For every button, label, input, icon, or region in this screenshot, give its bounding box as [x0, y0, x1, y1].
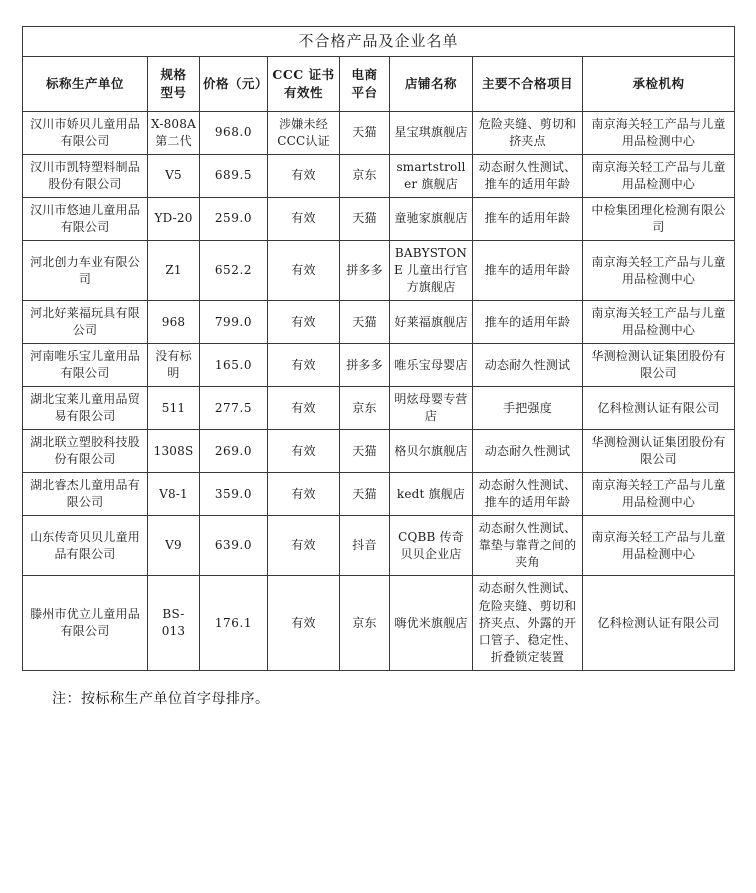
cell-maker: 河北创力车业有限公司 — [23, 240, 148, 300]
column-header-model — [148, 57, 200, 112]
cell-platform: 京东 — [340, 576, 390, 670]
cell-model: V5 — [148, 154, 200, 197]
table-title-row — [23, 27, 735, 57]
cell-price: 639.0 — [200, 516, 268, 576]
table-row — [23, 154, 735, 197]
cell-lab: 南京海关轻工产品与儿童用品检测中心 — [583, 301, 735, 344]
cell-price: 277.5 — [200, 387, 268, 430]
cell-shop: 明炫母婴专营店 — [390, 387, 473, 430]
cell-platform: 天猫 — [340, 197, 390, 240]
column-header-maker: 标称生产单位 — [23, 57, 148, 112]
cell-price: 176.1 — [200, 576, 268, 670]
cell-shop: smartstroller 旗舰店 — [390, 154, 473, 197]
cell-ccc: 有效 — [268, 344, 340, 387]
cell-shop: 童驰家旗舰店 — [390, 197, 473, 240]
cell-price: 799.0 — [200, 301, 268, 344]
cell-platform: 抖音 — [340, 516, 390, 576]
cell-lab: 华测检测认证集团股份有限公司 — [583, 430, 735, 473]
cell-maker: 河北好莱福玩具有限公司 — [23, 301, 148, 344]
table-row — [23, 473, 735, 516]
cell-maker: 汉川市悠迪儿童用品有限公司 — [23, 197, 148, 240]
column-header-model-line2: 型号 — [160, 85, 187, 101]
cell-ccc: 有效 — [268, 197, 340, 240]
table-row — [23, 516, 735, 576]
cell-items: 推车的适用年龄 — [473, 301, 583, 344]
cell-platform: 天猫 — [340, 111, 390, 154]
cell-shop: 格贝尔旗舰店 — [390, 430, 473, 473]
cell-items: 动态耐久性测试 — [473, 430, 583, 473]
cell-model: YD-20 — [148, 197, 200, 240]
column-header-price: 价格（元） — [200, 57, 268, 112]
cell-maker: 汉川市凯特塑料制品股份有限公司 — [23, 154, 148, 197]
column-header-platform — [340, 57, 390, 112]
cell-maker: 湖北宝莱儿童用品贸易有限公司 — [23, 387, 148, 430]
table-row — [23, 387, 735, 430]
cell-platform: 天猫 — [340, 430, 390, 473]
cell-model: 968 — [148, 301, 200, 344]
cell-ccc: 有效 — [268, 473, 340, 516]
table-title: 不合格产品及企业名单 — [23, 27, 735, 57]
cell-items: 动态耐久性测试、推车的适用年龄 — [473, 154, 583, 197]
cell-ccc: 有效 — [268, 430, 340, 473]
column-header-platform-line2: 平台 — [351, 85, 378, 101]
cell-lab: 亿科检测认证有限公司 — [583, 387, 735, 430]
cell-shop: 唯乐宝母婴店 — [390, 344, 473, 387]
cell-platform: 拼多多 — [340, 344, 390, 387]
cell-platform: 天猫 — [340, 301, 390, 344]
table-row — [23, 344, 735, 387]
table-footnote: 注：按标称生产单位首字母排序。 — [52, 690, 270, 707]
table-row — [23, 240, 735, 300]
cell-shop: 好莱福旗舰店 — [390, 301, 473, 344]
table-row — [23, 430, 735, 473]
cell-platform: 拼多多 — [340, 240, 390, 300]
cell-price: 968.0 — [200, 111, 268, 154]
cell-maker: 湖北联立塑胶科技股份有限公司 — [23, 430, 148, 473]
cell-price: 652.2 — [200, 240, 268, 300]
cell-price: 689.5 — [200, 154, 268, 197]
cell-price: 359.0 — [200, 473, 268, 516]
table-row — [23, 301, 735, 344]
column-header-ccc — [268, 57, 340, 112]
column-header-platform-line1: 电商 — [351, 67, 378, 83]
cell-platform: 京东 — [340, 387, 390, 430]
cell-items: 手把强度 — [473, 387, 583, 430]
cell-items: 动态耐久性测试、推车的适用年龄 — [473, 473, 583, 516]
column-header-lab: 承检机构 — [583, 57, 735, 112]
cell-maker: 汉川市娇贝儿童用品有限公司 — [23, 111, 148, 154]
cell-model: V9 — [148, 516, 200, 576]
cell-lab: 中检集团理化检测有限公司 — [583, 197, 735, 240]
cell-model: 511 — [148, 387, 200, 430]
table-row — [23, 576, 735, 670]
cell-lab: 南京海关轻工产品与儿童用品检测中心 — [583, 111, 735, 154]
column-header-ccc-line1: CCC 证书 — [272, 67, 335, 83]
table-row — [23, 197, 735, 240]
cell-shop: kedt 旗舰店 — [390, 473, 473, 516]
cell-ccc: 有效 — [268, 301, 340, 344]
table-header-row — [23, 57, 735, 112]
cell-lab: 南京海关轻工产品与儿童用品检测中心 — [583, 516, 735, 576]
cell-items: 动态耐久性测试、危险夹缝、剪切和挤夹点、外露的开口管子、稳定性、折叠锁定装置 — [473, 576, 583, 670]
cell-items: 推车的适用年龄 — [473, 240, 583, 300]
cell-ccc: 有效 — [268, 516, 340, 576]
cell-maker: 滕州市优立儿童用品有限公司 — [23, 576, 148, 670]
column-header-model-line1: 规格 — [160, 67, 187, 83]
cell-price: 259.0 — [200, 197, 268, 240]
cell-ccc: 有效 — [268, 387, 340, 430]
cell-items: 动态耐久性测试、靠垫与靠背之间的夹角 — [473, 516, 583, 576]
cell-model: 1308S — [148, 430, 200, 473]
cell-items: 危险夹缝、剪切和挤夹点 — [473, 111, 583, 154]
column-header-ccc-line2: 有效性 — [283, 85, 323, 101]
cell-lab: 南京海关轻工产品与儿童用品检测中心 — [583, 240, 735, 300]
cell-shop: 星宝琪旗舰店 — [390, 111, 473, 154]
cell-ccc: 涉嫌未经CCC认证 — [268, 111, 340, 154]
cell-lab: 南京海关轻工产品与儿童用品检测中心 — [583, 154, 735, 197]
cell-shop: BABYSTONE 儿童出行官方旗舰店 — [390, 240, 473, 300]
cell-items: 动态耐久性测试 — [473, 344, 583, 387]
table-row — [23, 111, 735, 154]
cell-ccc: 有效 — [268, 240, 340, 300]
cell-platform: 天猫 — [340, 473, 390, 516]
cell-model: X-808A 第二代 — [148, 111, 200, 154]
cell-lab: 南京海关轻工产品与儿童用品检测中心 — [583, 473, 735, 516]
cell-maker: 河南唯乐宝儿童用品有限公司 — [23, 344, 148, 387]
cell-shop: CQBB 传奇贝贝企业店 — [390, 516, 473, 576]
cell-model: 没有标明 — [148, 344, 200, 387]
cell-maker: 山东传奇贝贝儿童用品有限公司 — [23, 516, 148, 576]
cell-model: V8-1 — [148, 473, 200, 516]
cell-ccc: 有效 — [268, 576, 340, 670]
column-header-shop: 店铺名称 — [390, 57, 473, 112]
cell-shop: 嗨优米旗舰店 — [390, 576, 473, 670]
table-body — [23, 111, 735, 670]
cell-ccc: 有效 — [268, 154, 340, 197]
cell-lab: 华测检测认证集团股份有限公司 — [583, 344, 735, 387]
column-header-items: 主要不合格项目 — [473, 57, 583, 112]
nonconforming-products-table — [22, 26, 735, 671]
cell-price: 165.0 — [200, 344, 268, 387]
cell-price: 269.0 — [200, 430, 268, 473]
cell-lab: 亿科检测认证有限公司 — [583, 576, 735, 670]
cell-model: BS-013 — [148, 576, 200, 670]
cell-model: Z1 — [148, 240, 200, 300]
cell-maker: 湖北睿杰儿童用品有限公司 — [23, 473, 148, 516]
cell-platform: 京东 — [340, 154, 390, 197]
cell-items: 推车的适用年龄 — [473, 197, 583, 240]
